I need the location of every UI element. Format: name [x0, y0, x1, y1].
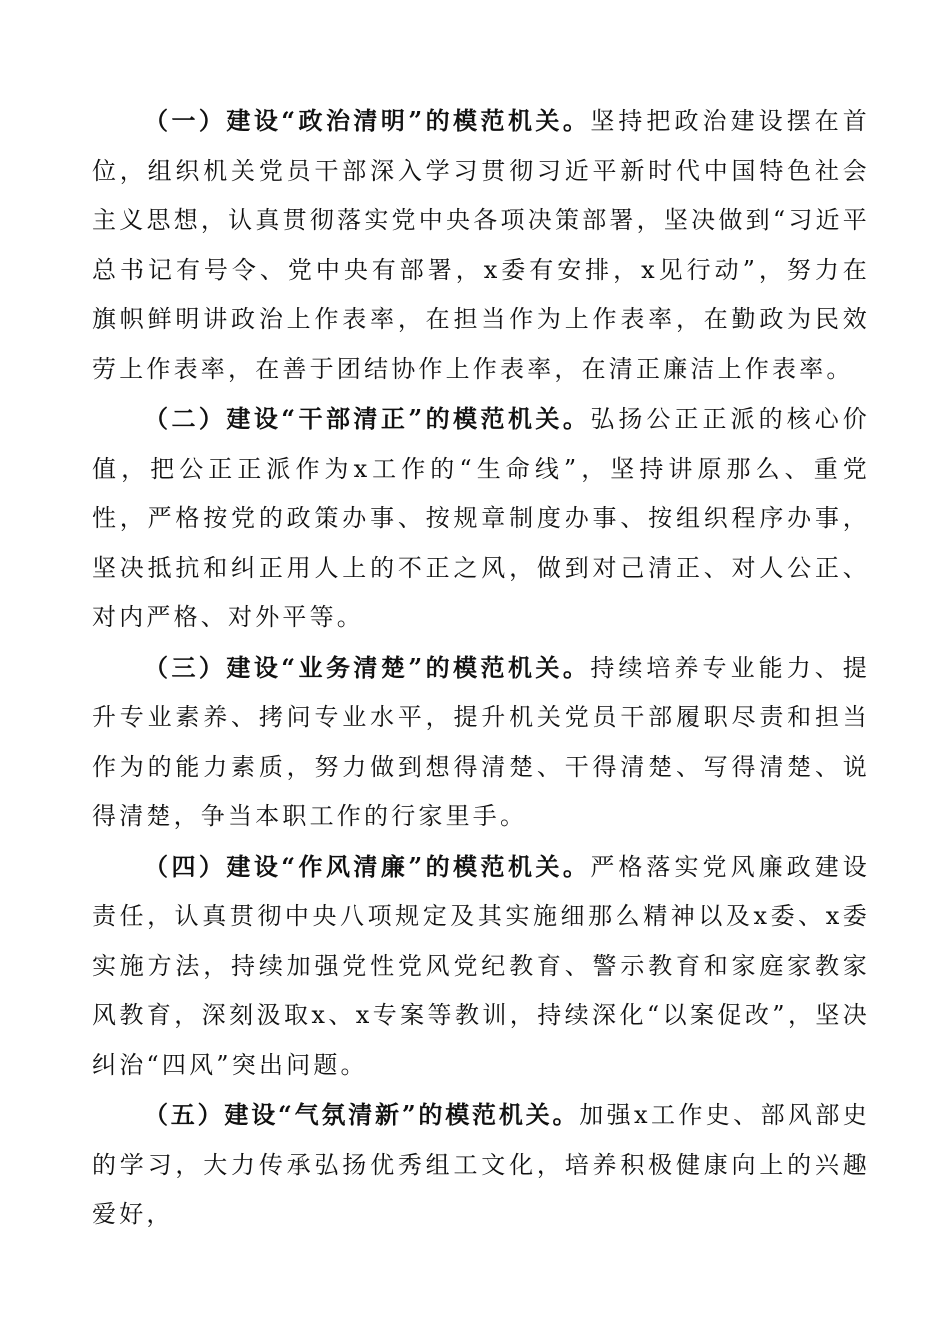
paragraph-3	[92, 643, 870, 842]
paragraph-3-text: 持续培养专业能力、提升专业素养、拷问专业水平，提升机关党员干部履职尽责和担当作为的能力素质，努力做到想得清楚、干得清楚、写得清楚、说得清楚，争当本职工作的行家里手。	[92, 653, 871, 830]
paragraph-4-text: 严格落实党风廉政建设责任，认真贯彻中央八项规定及其实施细那么精神以及x委、x委实施方法，持续加强党性党风党纪教育、警示教育和家庭家教家风教育，深刻汲取x、x专案等教训，持续深化“以案促改”，坚决纠治“四风”突出问题。	[92, 852, 871, 1079]
paragraph-2	[92, 394, 870, 643]
paragraph-2-text: 弘扬公正正派的核心价值，把公正正派作为x工作的“生命线”，坚持讲原那么、重党性，严格按党的政策办事、按规章制度办事、按组织程序办事，坚决抵抗和纠正用人上的不正之风，做到对己清正、对人公正、对内严格、对外平等。	[92, 405, 871, 631]
document-body	[92, 96, 870, 1240]
paragraph-4	[92, 842, 870, 1091]
paragraph-5	[92, 1090, 870, 1240]
paragraph-3-heading: （三）建设“业务清楚”的模范机关。	[144, 652, 591, 682]
paragraph-1	[92, 96, 870, 394]
paragraph-5-text: 加强x工作史、部风部史的学习，大力传承弘扬优秀组工文化，培养积极健康向上的兴趣爱好，	[92, 1101, 871, 1228]
paragraph-1-text: 坚持把政治建设摆在首位，组织机关党员干部深入学习贯彻习近平新时代中国特色社会主义思想，认真贯彻落实党中央各项决策部署，坚决做到“习近平总书记有号令、党中央有部署，x委有安排，x见行动”，努力在旗帜鲜明讲政治上作表率，在担当作为上作表率，在勤政为民效劳上作表率，在善于团结协作上作表率，在清正廉洁上作表率。	[92, 107, 871, 383]
paragraph-4-heading: （四）建设“作风清廉”的模范机关。	[144, 851, 591, 881]
paragraph-2-heading: （二）建设“干部清正”的模范机关。	[144, 404, 591, 433]
paragraph-5-heading: （五）建设“气氛清新”的模范机关。	[144, 1100, 580, 1129]
paragraph-1-heading: （一）建设“政治清明”的模范机关。	[144, 106, 591, 135]
